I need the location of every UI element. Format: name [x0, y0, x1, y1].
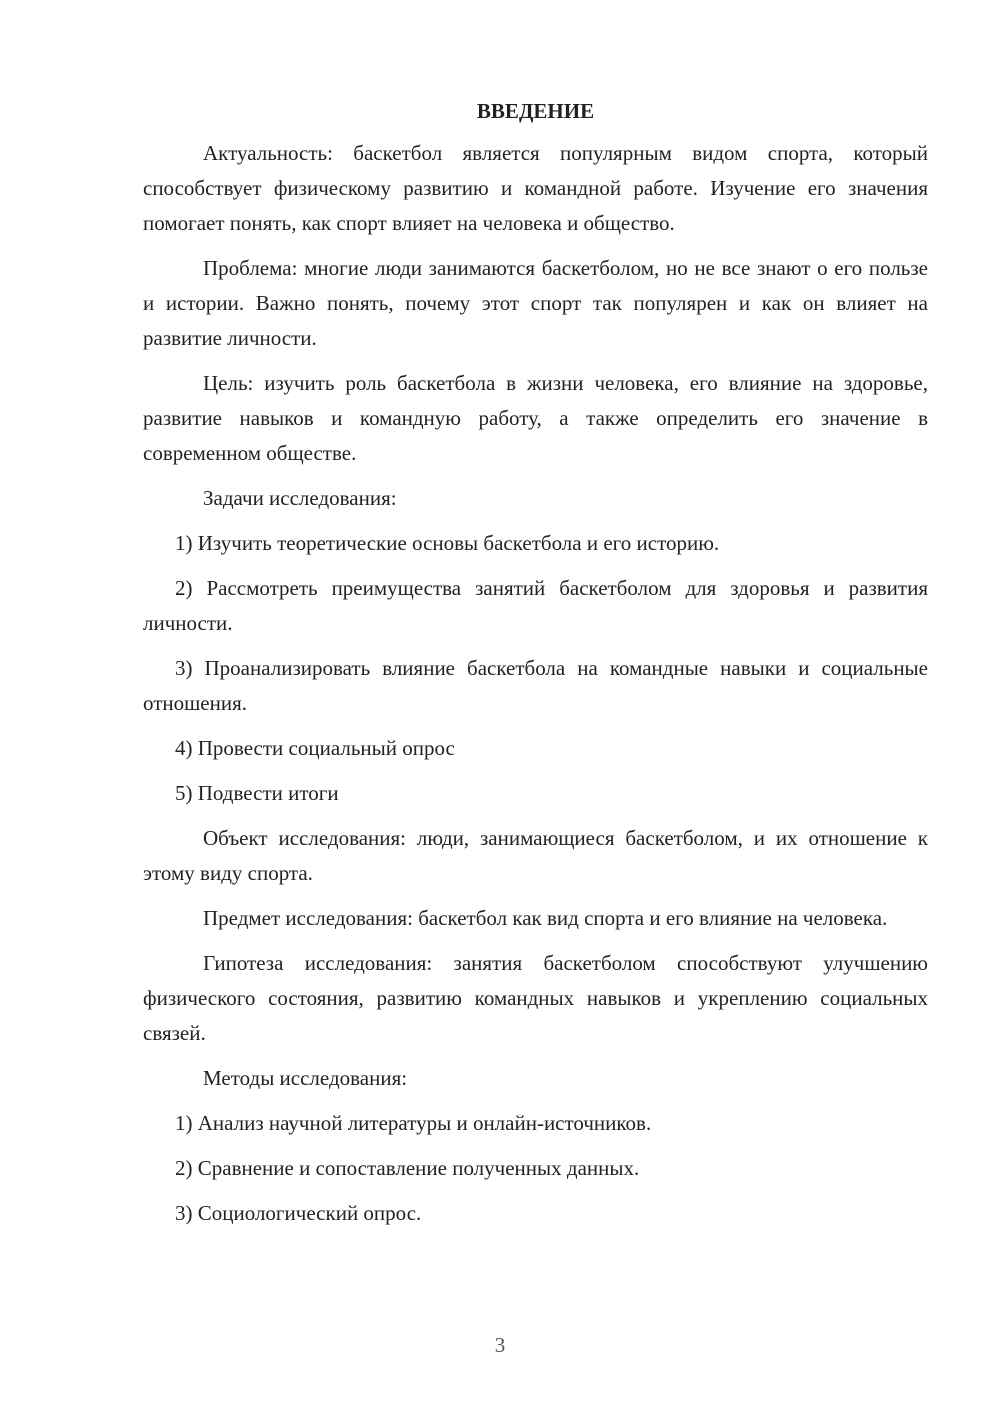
- document-page: [143, 96, 928, 1241]
- paragraph-relevance: Актуальность: баскетбол является популярным видом спорта, который способствует физическому развитию и командной работе. Изучение его значения помогает понять, как спорт влияет на человека и общество.: [143, 141, 928, 235]
- list-item-task-1: 1) Изучить теоретические основы баскетбола и его историю.: [175, 531, 720, 555]
- list-item-task-3: 3) Проанализировать влияние баскетбола на командные навыки и социальные отношения.: [143, 656, 928, 715]
- section-heading: ВВЕДЕНИЕ: [476, 99, 595, 123]
- list-item-task-5: 5) Подвести итоги: [175, 781, 339, 805]
- list-item-task-4: 4) Провести социальный опрос: [175, 736, 455, 760]
- paragraph-tasks-header: Задачи исследования:: [203, 486, 397, 510]
- page-number: 3: [494, 1333, 506, 1357]
- list-item-method-3: 3) Социологический опрос.: [175, 1201, 422, 1225]
- list-item-task-2: 2) Рассмотреть преимущества занятий баскетболом для здоровья и развития личности.: [143, 576, 928, 635]
- list-item-method-1: 1) Анализ научной литературы и онлайн-источников.: [175, 1111, 652, 1135]
- paragraph-object: Объект исследования: люди, занимающиеся баскетболом, и их отношение к этому виду спорта.: [143, 826, 928, 885]
- paragraph-goal: Цель: изучить роль баскетбола в жизни человека, его влияние на здоровье, развитие навыков и командную работу, а также определить его значение в современном обществе.: [143, 371, 928, 465]
- paragraph-problem: Проблема: многие люди занимаются баскетболом, но не все знают о его пользе и истории. Важно понять, почему этот спорт так популярен и как он влияет на развитие личности.: [143, 256, 928, 350]
- list-item-method-2: 2) Сравнение и сопоставление полученных данных.: [175, 1156, 640, 1180]
- paragraph-methods-header: Методы исследования:: [203, 1066, 408, 1090]
- paragraph-subject: Предмет исследования: баскетбол как вид спорта и его влияние на человека.: [203, 906, 888, 930]
- paragraph-hypothesis: Гипотеза исследования: занятия баскетболом способствуют улучшению физического состояния, развитию командных навыков и укреплению социальных связей.: [143, 951, 928, 1045]
